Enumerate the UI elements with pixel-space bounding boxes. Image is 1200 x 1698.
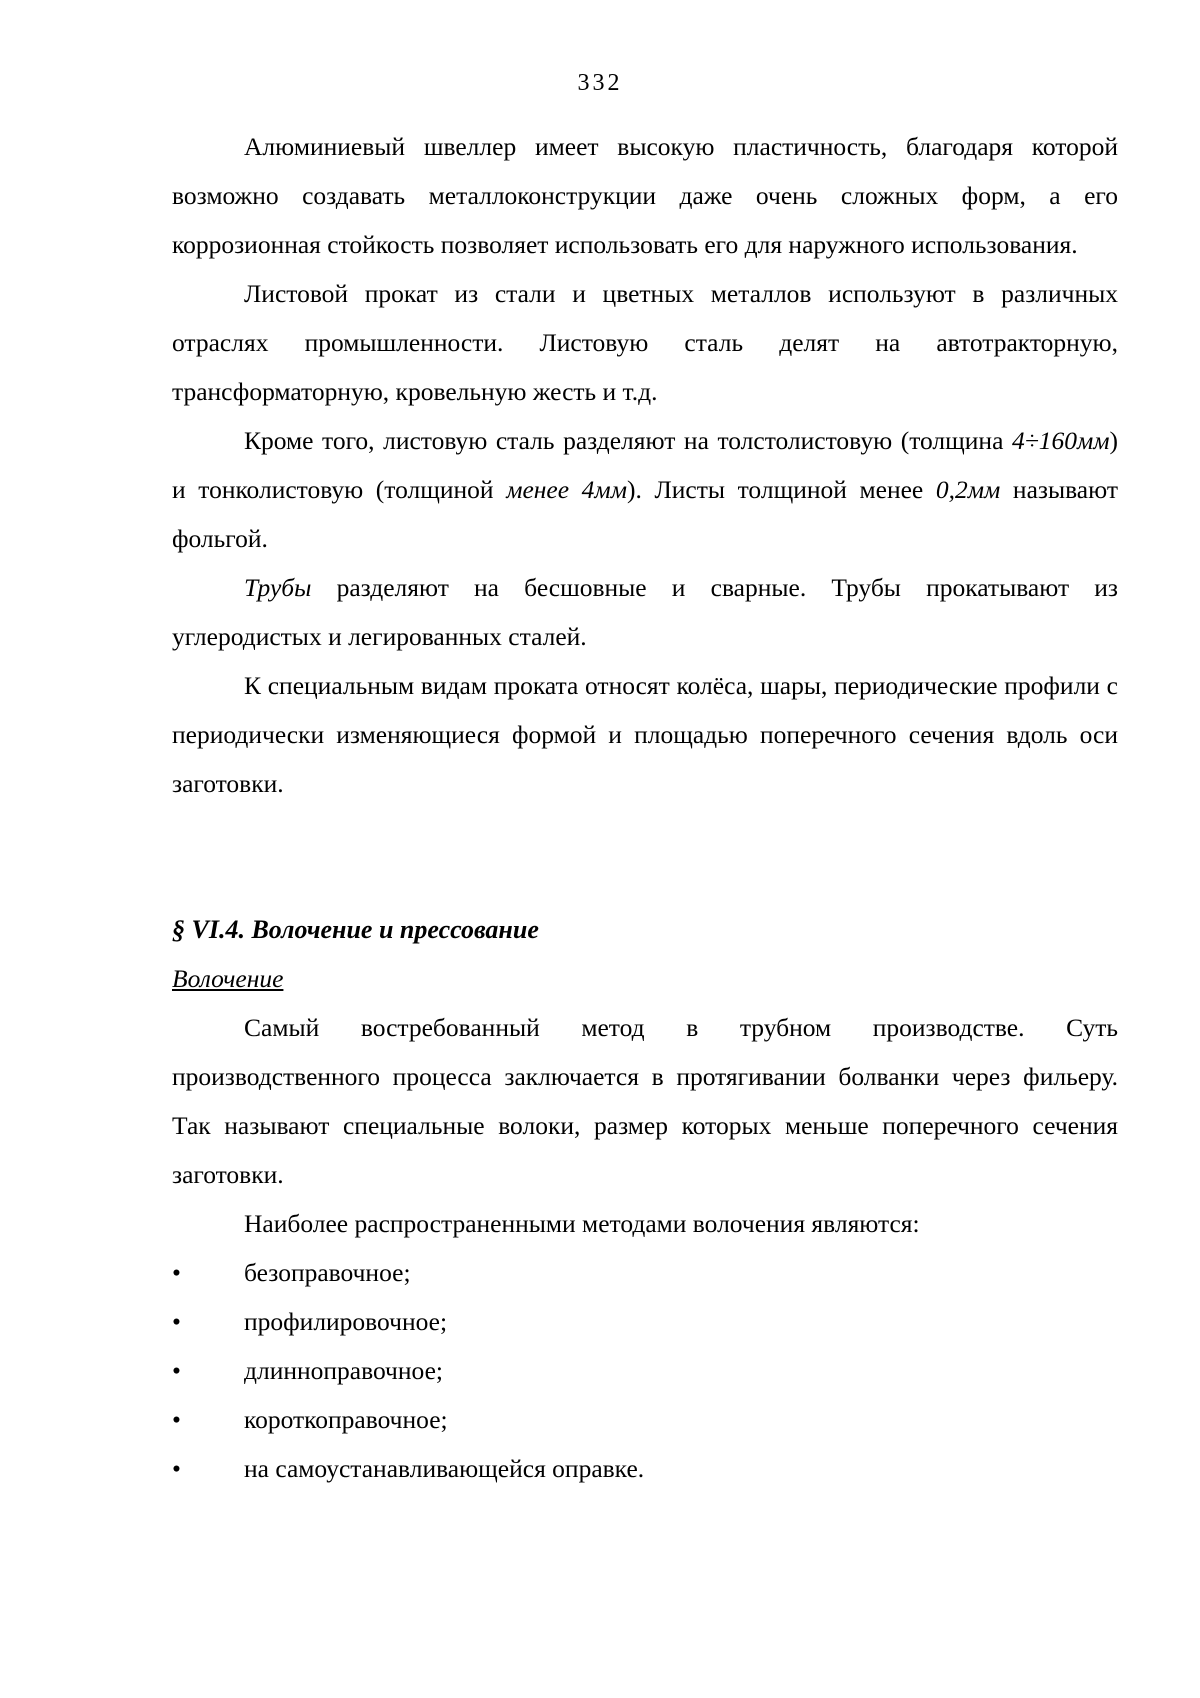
paragraph-sheet-metal	[172, 269, 1118, 416]
paragraph-text: Кроме того, листовую сталь разделяют на толстолистовую (толщина	[244, 426, 1012, 455]
bullet-icon: •	[172, 1307, 181, 1336]
paragraph-text: называют фольгой.	[172, 475, 1118, 553]
section-spacer	[172, 808, 1118, 905]
paragraph-drawing-intro: Самый востребованный метод в трубном производстве. Суть производственного процесса заключается в протягивании болванки через фильеру. Так называют специальные волоки, размер которых меньше поперечного сечения заготовки.	[172, 1013, 1118, 1189]
italic-value: менее 4мм	[506, 475, 627, 504]
italic-value: 0,2мм	[935, 475, 1001, 504]
list-item	[172, 1248, 1118, 1297]
bullet-icon: •	[172, 1258, 181, 1287]
paragraph-text: разделяют на бесшовные и сварные. Трубы прокатывают из углеродистых и легированных сталей.	[172, 573, 1118, 651]
list-item	[172, 1297, 1118, 1346]
paragraph-sheet-thickness	[172, 416, 1118, 563]
italic-term: Трубы	[244, 573, 312, 602]
bullet-icon: •	[172, 1454, 181, 1483]
drawing-methods-list	[172, 1248, 1118, 1493]
list-item-text: профилировочное;	[244, 1307, 448, 1336]
paragraph-text: Алюминиевый швеллер имеет высокую пластичность, благодаря которой возможно создавать металлоконструкции даже очень сложных форм, а его коррозионная стойкость позволяет использовать его для наружного использования.	[172, 132, 1118, 259]
page-body	[172, 122, 1118, 1493]
bullet-icon: •	[172, 1356, 181, 1385]
list-item-text: на самоустанавливающейся оправке.	[244, 1454, 645, 1483]
list-item	[172, 1346, 1118, 1395]
paragraph-pipes	[172, 563, 1118, 661]
list-item	[172, 1395, 1118, 1444]
page-number: 332	[577, 70, 623, 96]
list-item-text: безоправочное;	[244, 1258, 411, 1287]
list-item-text: длинноправочное;	[244, 1356, 443, 1385]
paragraph-special-rolling	[172, 661, 1118, 808]
italic-value: 4÷160мм	[1011, 426, 1110, 455]
list-item	[172, 1444, 1118, 1493]
paragraph-text: ) и тонколистовую (толщиной	[172, 426, 1118, 504]
bullet-icon: •	[172, 1405, 181, 1434]
list-item-text: короткоправочное;	[244, 1405, 448, 1434]
paragraph-text: К специальным видам проката относят колёса, шары, периодические профили с периодически изменяющиеся формой и площадью поперечного сечения вдоль оси заготовки.	[172, 671, 1118, 798]
paragraph-drawing-methods: Наиболее распространенными методами волочения являются:	[244, 1209, 920, 1238]
section-heading: § VI.4. Волочение и прессование	[172, 915, 539, 944]
subsection-heading: Волочение	[172, 964, 284, 993]
paragraph-text: ). Листы толщиной менее	[626, 475, 936, 504]
paragraph-text: Листовой прокат из стали и цветных металлов используют в различных отраслях промышленности. Листовую сталь делят на автотракторную, трансформаторную, кровельную жесть и т.д.	[172, 279, 1118, 406]
paragraph-aluminum-channel	[172, 122, 1118, 269]
